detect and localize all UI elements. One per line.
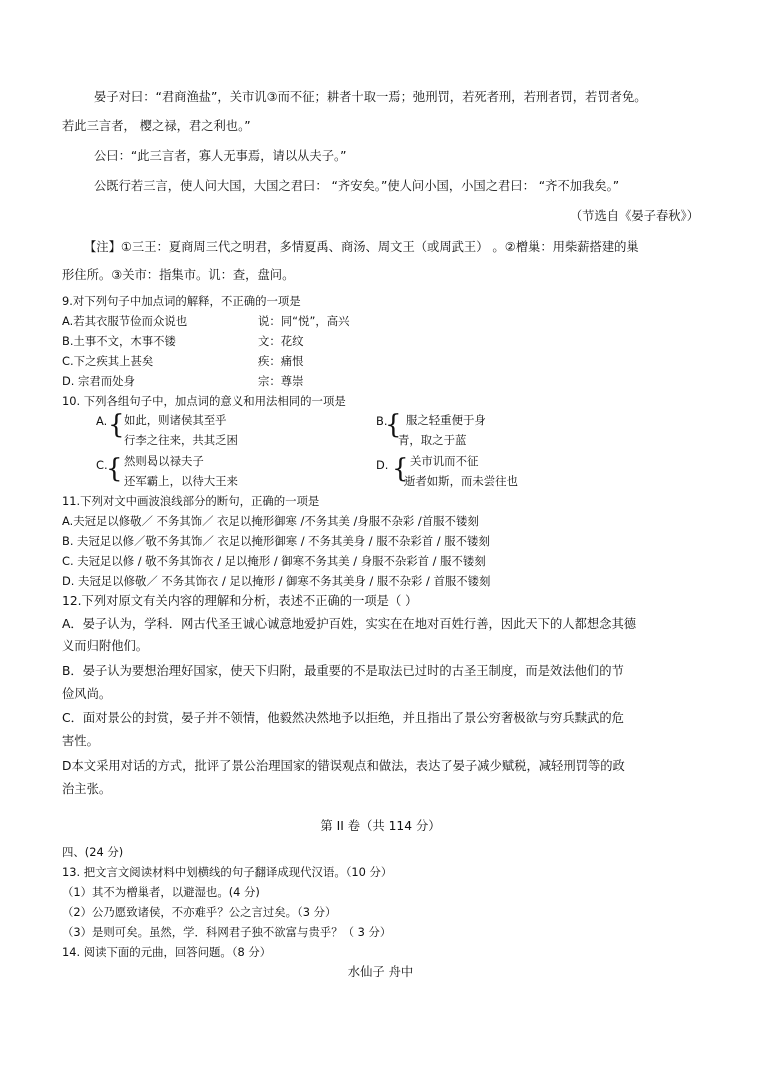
option-gloss: 宗：尊崇 bbox=[258, 374, 304, 388]
annotation-note: 【注】①三王：夏商周三代之明君，多情夏禹、商汤、周文王（或周武王） 。②橧巢：用柴薪搭建的巢 bbox=[84, 240, 639, 254]
option-text: A.夫冠足以修敬／ 不务其饰／ 衣足以掩形御寒 /不务其美 /身服不杂彩 /首服不镂刻 bbox=[62, 514, 479, 528]
question-stem: 11.下列对文中画波浪线部分的断句，正确的一项是 bbox=[62, 494, 320, 508]
option-text: D. 宗君而处身 bbox=[62, 374, 135, 388]
option-text: 义而归附他们。 bbox=[62, 639, 149, 653]
question-stem: 13. 把文言文阅读材料中划横线的句子翻译成现代汉语。（10 分） bbox=[62, 865, 393, 879]
option-text: 俭风尚。 bbox=[62, 687, 112, 701]
brace-icon: { bbox=[385, 410, 402, 440]
passage-line: 公既行若三言，使人问大国，大国之君曰： “齐安矣。”使人问小国，小国之君曰： “齐不加我矣。” bbox=[94, 179, 620, 193]
option-line: 青，取之于蓝 bbox=[398, 433, 467, 447]
question-stem: 12.下列对原文有关内容的理解和分析，表述不正确的一项是（ ） bbox=[62, 594, 418, 608]
option-gloss: 说：同“悦”，高兴 bbox=[258, 314, 350, 328]
option-text: C.下之疾其上甚矣 bbox=[62, 354, 154, 368]
sub-question: （2）公乃愿致诸侯，不亦难乎？公之言过矣。（3 分） bbox=[62, 905, 337, 919]
option-text: C. 夫冠足以修 / 敬不务其饰衣 / 足以掩形 / 御寒不务其美 / 身服不杂彩首 / 服不镂刻 bbox=[62, 554, 486, 568]
option-text: D本文采用对话的方式，批评了景公治理国家的错误观点和做法，表达了晏子减少赋税，减轻刑罚等的政 bbox=[62, 759, 625, 773]
question-stem: 9.对下列句子中加点词的解释，不正确的一项是 bbox=[62, 294, 301, 308]
option-text: A．晏子认为，学科．网古代圣王诚心诚意地爱护百姓，实实在在地对百姓行善，因此天下的人都想念其德 bbox=[62, 617, 637, 631]
brace-icon: { bbox=[392, 454, 409, 484]
option-line: 关市讥而不征 bbox=[410, 454, 479, 468]
passage-line: 晏子对曰：“君商渔盐”，关市讥③而不征；耕者十取一焉；弛刑罚，若死者刑，若刑者罚，若罚者免。 bbox=[94, 90, 647, 104]
passage-line: 公曰：“此三言者，寡人无事焉，请以从夫子。” bbox=[94, 149, 347, 163]
option-line: 服之轻重便于身 bbox=[406, 413, 486, 427]
option-label: A. bbox=[96, 414, 108, 428]
brace-icon: { bbox=[108, 410, 125, 440]
sub-question: （1）其不为橧巢者，以避湿也。(4 分) bbox=[62, 885, 260, 899]
option-text: A.若其衣服节俭而众说也 bbox=[62, 314, 188, 328]
section-heading: 四、(24 分) bbox=[62, 845, 124, 859]
source-citation: （节选自《晏子春秋》） bbox=[569, 209, 699, 223]
option-text: D. 夫冠足以修敬／ 不务其饰衣 / 足以掩形 / 御寒不务其美身 / 服不杂彩 / 首服不镂刻 bbox=[62, 574, 491, 588]
option-line: 逝者如斯，而未尝往也 bbox=[404, 474, 518, 488]
question-stem: 14. 阅读下面的元曲，回答问题。（8 分） bbox=[62, 945, 272, 959]
option-text: B. 夫冠足以修／敬不务其饰／ 衣足以掩形御寒 / 不务其美身 / 服不杂彩首 / 服不镂刻 bbox=[62, 534, 490, 548]
option-line: 然则曷以禄夫子 bbox=[124, 454, 204, 468]
option-text: B．晏子认为要想治理好国家，使天下归附，最重要的不是取法已过时的古圣王制度，而是效法他们的节 bbox=[62, 664, 624, 678]
option-text: C．面对景公的封赏，晏子并不领情，他毅然决然地予以拒绝，并且指出了景公穷奢极欲与穷兵黩武的危 bbox=[62, 711, 624, 725]
option-text: 治主张。 bbox=[62, 782, 112, 796]
brace-icon: { bbox=[106, 454, 123, 484]
option-label: D. bbox=[376, 458, 389, 472]
sub-question: （3）是则可矣。虽然，学．科网君子独不欲富与贵乎？（ 3 分） bbox=[62, 925, 392, 939]
option-line: 还军霸上，以待大王来 bbox=[124, 474, 238, 488]
question-stem: 10. 下列各组句子中，加点词的意义和用法相同的一项是 bbox=[62, 394, 346, 408]
poem-title: 水仙子 舟中 bbox=[347, 965, 414, 979]
passage-line: 若此三言者， 樱之禄，君之利也。” bbox=[62, 119, 251, 133]
option-gloss: 文：花纹 bbox=[258, 334, 304, 348]
annotation-note: 形住所。③关市：指集市。讥：查，盘问。 bbox=[62, 268, 295, 282]
option-line: 行李之往来，共其乏困 bbox=[124, 433, 238, 447]
option-text: B.土事不文，木事不镂 bbox=[62, 334, 176, 348]
option-label: B. bbox=[376, 414, 388, 428]
option-text: 害性。 bbox=[62, 734, 99, 748]
option-line: 如此，则诸侯其至乎 bbox=[124, 413, 227, 427]
option-label: C. bbox=[96, 458, 108, 472]
section-title: 第 II 卷（共 114 分） bbox=[320, 819, 441, 833]
option-gloss: 疾：痛恨 bbox=[258, 354, 304, 368]
